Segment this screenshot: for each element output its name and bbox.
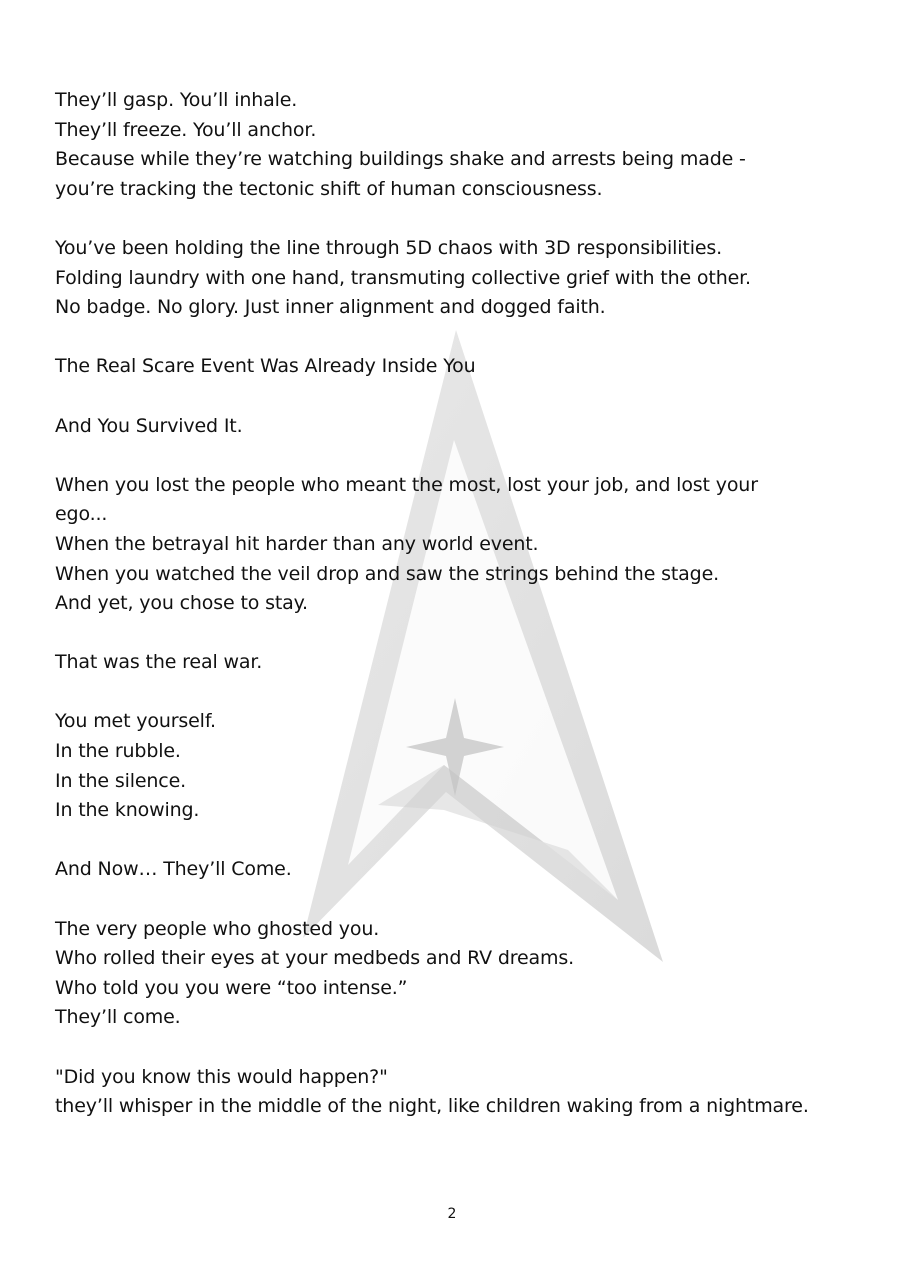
text-line: Because while they’re watching buildings shake and arrests being made -	[55, 148, 746, 171]
text-line: When the betrayal hit harder than any world event.	[55, 532, 539, 555]
paragraph-gap	[55, 678, 885, 708]
text-line: Who rolled their eyes at your medbeds and RV dreams.	[55, 947, 575, 970]
text-line: And yet, you chose to stay.	[55, 592, 308, 615]
text-line: ego...	[55, 503, 108, 526]
text-line: When you watched the veil drop and saw the strings behind the stage.	[55, 562, 720, 585]
text-line: In the knowing.	[55, 799, 200, 822]
paragraph	[55, 471, 885, 619]
text-line: And Now… They’ll Come.	[55, 858, 292, 881]
text-line: you’re tracking the tectonic shift of human consciousness.	[55, 177, 603, 200]
paragraph	[55, 86, 885, 204]
text-line: In the silence.	[55, 769, 187, 792]
paragraph-gap	[55, 619, 885, 649]
text-line: The very people who ghosted you.	[55, 917, 380, 940]
paragraph	[55, 412, 885, 442]
paragraph-gap	[55, 204, 885, 234]
paragraph-gap	[55, 323, 885, 353]
paragraph	[55, 648, 885, 678]
paragraph-gap	[55, 885, 885, 915]
text-line: When you lost the people who meant the most, lost your job, and lost your	[55, 473, 758, 496]
paragraph-gap	[55, 382, 885, 412]
text-line: Who told you you were “too intense.”	[55, 976, 408, 999]
paragraph	[55, 234, 885, 323]
text-line: The Real Scare Event Was Already Inside You	[55, 355, 476, 378]
paragraph-gap	[55, 1033, 885, 1063]
text-line: In the rubble.	[55, 740, 181, 763]
paragraph	[55, 1063, 885, 1122]
text-line: You met yourself.	[55, 710, 216, 733]
paragraph	[55, 707, 885, 825]
document-body	[55, 86, 885, 1122]
text-line: They’ll freeze. You’ll anchor.	[55, 118, 317, 141]
paragraph	[55, 855, 885, 885]
text-line: They’ll gasp. You’ll inhale.	[55, 89, 298, 111]
text-line: Folding laundry with one hand, transmuting collective grief with the other.	[55, 266, 751, 289]
paragraph	[55, 352, 885, 382]
text-line: they’ll whisper in the middle of the night, like children waking from a nightmare.	[55, 1095, 809, 1118]
paragraph-gap	[55, 826, 885, 856]
page-number: 2	[447, 1206, 457, 1222]
text-line: "Did you know this would happen?"	[55, 1065, 388, 1088]
paragraph	[55, 915, 885, 1033]
text-line: No badge. No glory. Just inner alignment and dogged faith.	[55, 296, 606, 319]
text-line: And You Survived It.	[55, 414, 243, 437]
text-line: That was the real war.	[55, 651, 263, 674]
text-line: You’ve been holding the line through 5D chaos with 3D responsibilities.	[55, 236, 723, 259]
paragraph-gap	[55, 441, 885, 471]
text-line: They’ll come.	[55, 1006, 181, 1029]
